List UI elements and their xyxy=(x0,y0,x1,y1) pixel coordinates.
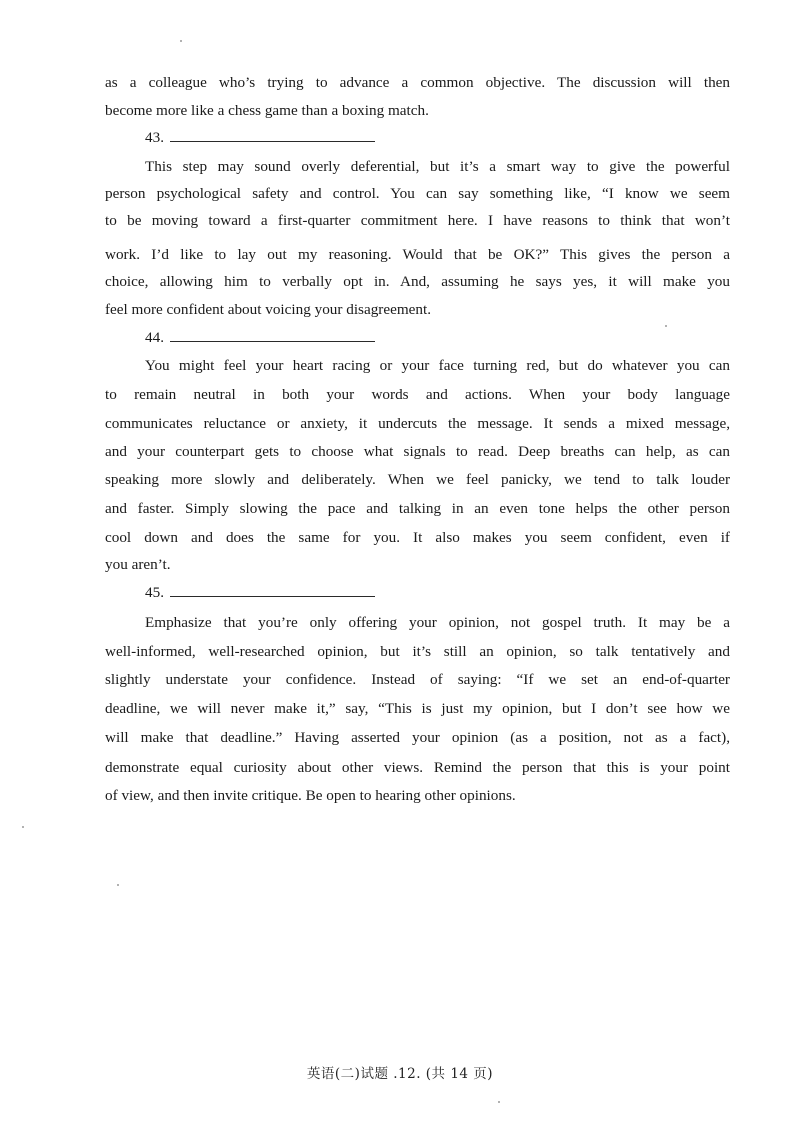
answer-blank[interactable] xyxy=(170,127,375,142)
text-line: you aren’t. xyxy=(105,556,171,573)
text-line: demonstrate equal curiosity about other views. Remind the person that this is your point xyxy=(105,759,730,776)
text-line: feel more confident about voicing your disagreement. xyxy=(105,301,431,318)
question-number: 43. xyxy=(145,129,164,146)
text-line: You might feel your heart racing or your face turning red, but do whatever you can xyxy=(145,357,730,374)
text-line: Emphasize that you’re only offering your opinion, not gospel truth. It may be a xyxy=(145,614,730,631)
question-43 xyxy=(145,127,375,148)
text-line: choice, allowing him to verbally opt in. And, assuming he says yes, it will make you xyxy=(105,273,730,290)
text-line: work. I’d like to lay out my reasoning. Would that be OK?” This gives the person a xyxy=(105,246,730,263)
text-line: well-informed, well-researched opinion, but it’s still an opinion, so talk tentatively and xyxy=(105,643,730,660)
question-number: 45. xyxy=(145,584,164,601)
text-line: person psychological safety and control. You can say something like, “I know we seem xyxy=(105,185,730,202)
scan-speck xyxy=(665,325,667,327)
scan-speck xyxy=(180,40,182,42)
page-footer: 英语(二)试题 .12. (共 14 页) xyxy=(306,1066,494,1082)
text-line: slightly understate your confidence. Instead of saying: “If we set an end-of-quarter xyxy=(105,671,730,688)
question-45 xyxy=(145,582,375,603)
text-line: become more like a chess game than a boxing match. xyxy=(105,102,429,119)
text-line: to remain neutral in both your words and actions. When your body language xyxy=(105,386,730,403)
text-line: as a colleague who’s trying to advance a common objective. The discussion will then xyxy=(105,74,730,91)
text-line: will make that deadline.” Having asserted your opinion (as a position, not as a fact), xyxy=(105,729,730,746)
scan-speck xyxy=(22,826,24,828)
text-line: and your counterpart gets to choose what signals to read. Deep breaths can help, as can xyxy=(105,443,730,460)
answer-blank[interactable] xyxy=(170,582,375,597)
question-44 xyxy=(145,327,375,348)
question-number: 44. xyxy=(145,329,164,346)
text-line: This step may sound overly deferential, but it’s a smart way to give the powerful xyxy=(145,158,730,175)
text-line: of view, and then invite critique. Be open to hearing other opinions. xyxy=(105,787,516,804)
answer-blank[interactable] xyxy=(170,327,375,342)
text-line: speaking more slowly and deliberately. When we feel panicky, we tend to talk louder xyxy=(105,471,730,488)
text-line: cool down and does the same for you. It also makes you seem confident, even if xyxy=(105,529,730,546)
text-line: and faster. Simply slowing the pace and talking in an even tone helps the other person xyxy=(105,500,730,517)
text-line: communicates reluctance or anxiety, it undercuts the message. It sends a mixed message, xyxy=(105,415,730,432)
scan-speck xyxy=(498,1101,500,1103)
text-line: deadline, we will never make it,” say, “This is just my opinion, but I don’t see how we xyxy=(105,700,730,717)
text-line: to be moving toward a first-quarter commitment here. I have reasons to think that won’t xyxy=(105,212,730,229)
scan-speck xyxy=(117,884,119,886)
